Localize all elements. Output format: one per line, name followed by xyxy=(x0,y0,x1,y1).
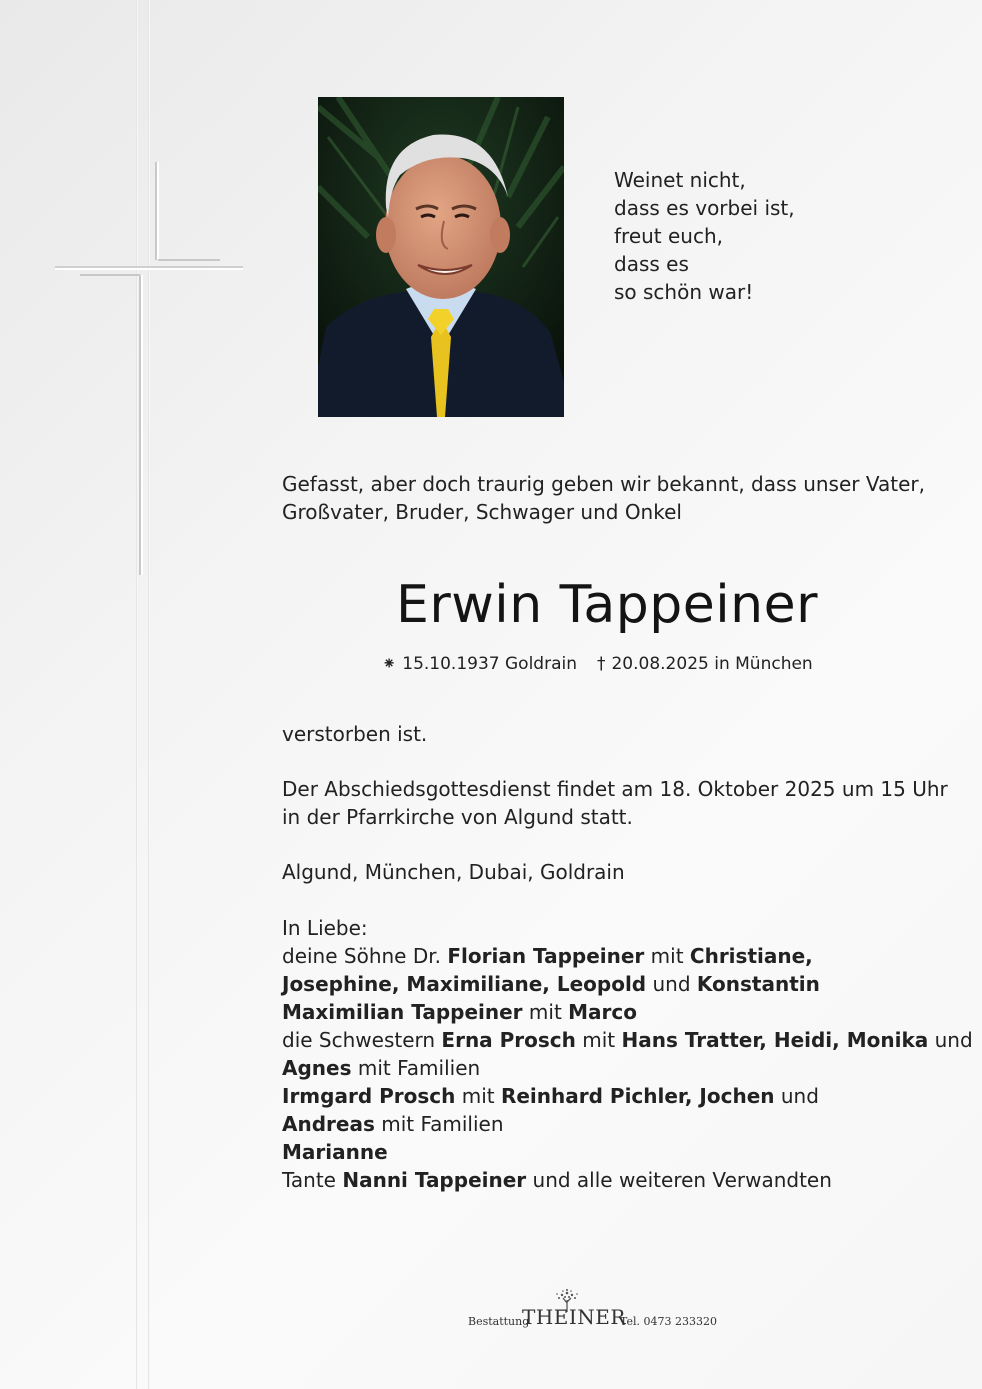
intro-line-2: Großvater, Bruder, Schwager und Onkel xyxy=(282,500,682,524)
motto-line: so schön war! xyxy=(614,280,754,304)
family-line: Marianne xyxy=(282,1140,388,1164)
motto-poem xyxy=(614,166,795,306)
motto-line: dass es xyxy=(614,252,689,276)
family-line: Maximilian Tappeiner mit Marco xyxy=(282,1000,638,1024)
birth-star-icon: ⁕ xyxy=(382,654,397,674)
portrait-photo xyxy=(318,97,564,417)
deceased-name: Erwin Tappeiner xyxy=(395,575,818,635)
service-line-2: in der Pfarrkirche von Algund statt. xyxy=(282,805,633,829)
death-date: 20.08.2025 in München xyxy=(611,654,813,674)
family-line: Tante Nanni Tappeiner und alle weiteren Verwandten xyxy=(282,1168,832,1192)
places-line: Algund, München, Dubai, Goldrain xyxy=(282,860,625,884)
footer-brand: THEINER xyxy=(522,1305,626,1329)
motto-line: Weinet nicht, xyxy=(614,168,746,192)
service-line-1: Der Abschiedsgottesdienst findet am 18. Oktober 2025 um 15 Uhr xyxy=(282,777,948,801)
family-line: Agnes mit Familien xyxy=(282,1056,481,1080)
family-list xyxy=(282,914,973,1194)
death-cross-icon: † xyxy=(596,654,606,674)
family-line: Josephine, Maximiliane, Leopold und Konstantin xyxy=(282,972,820,996)
life-dates xyxy=(382,652,813,676)
family-line: deine Söhne Dr. Florian Tappeiner mit Christiane, xyxy=(282,944,813,968)
family-greeting: In Liebe: xyxy=(282,916,368,940)
birth-date: 15.10.1937 Goldrain xyxy=(402,654,577,674)
intro-text xyxy=(282,470,962,526)
family-line: Irmgard Prosch mit Reinhard Pichler, Jochen und xyxy=(282,1084,819,1108)
family-line: Andreas mit Familien xyxy=(282,1112,504,1136)
footer-phone: Tel. 0473 233320 xyxy=(620,1315,717,1328)
motto-line: freut euch, xyxy=(614,224,724,248)
motto-line: dass es vorbei ist, xyxy=(614,196,795,220)
family-line: die Schwestern Erna Prosch mit Hans Tratter, Heidi, Monika und xyxy=(282,1028,973,1052)
footer-prefix: Bestattung xyxy=(468,1315,530,1328)
embossed-cross-icon xyxy=(55,160,245,580)
passed-text: verstorben ist. xyxy=(282,722,428,746)
service-announcement xyxy=(282,775,962,831)
intro-line-1: Gefasst, aber doch traurig geben wir bekannt, dass unser Vater, xyxy=(282,472,925,496)
funeral-home-footer xyxy=(468,1287,728,1331)
